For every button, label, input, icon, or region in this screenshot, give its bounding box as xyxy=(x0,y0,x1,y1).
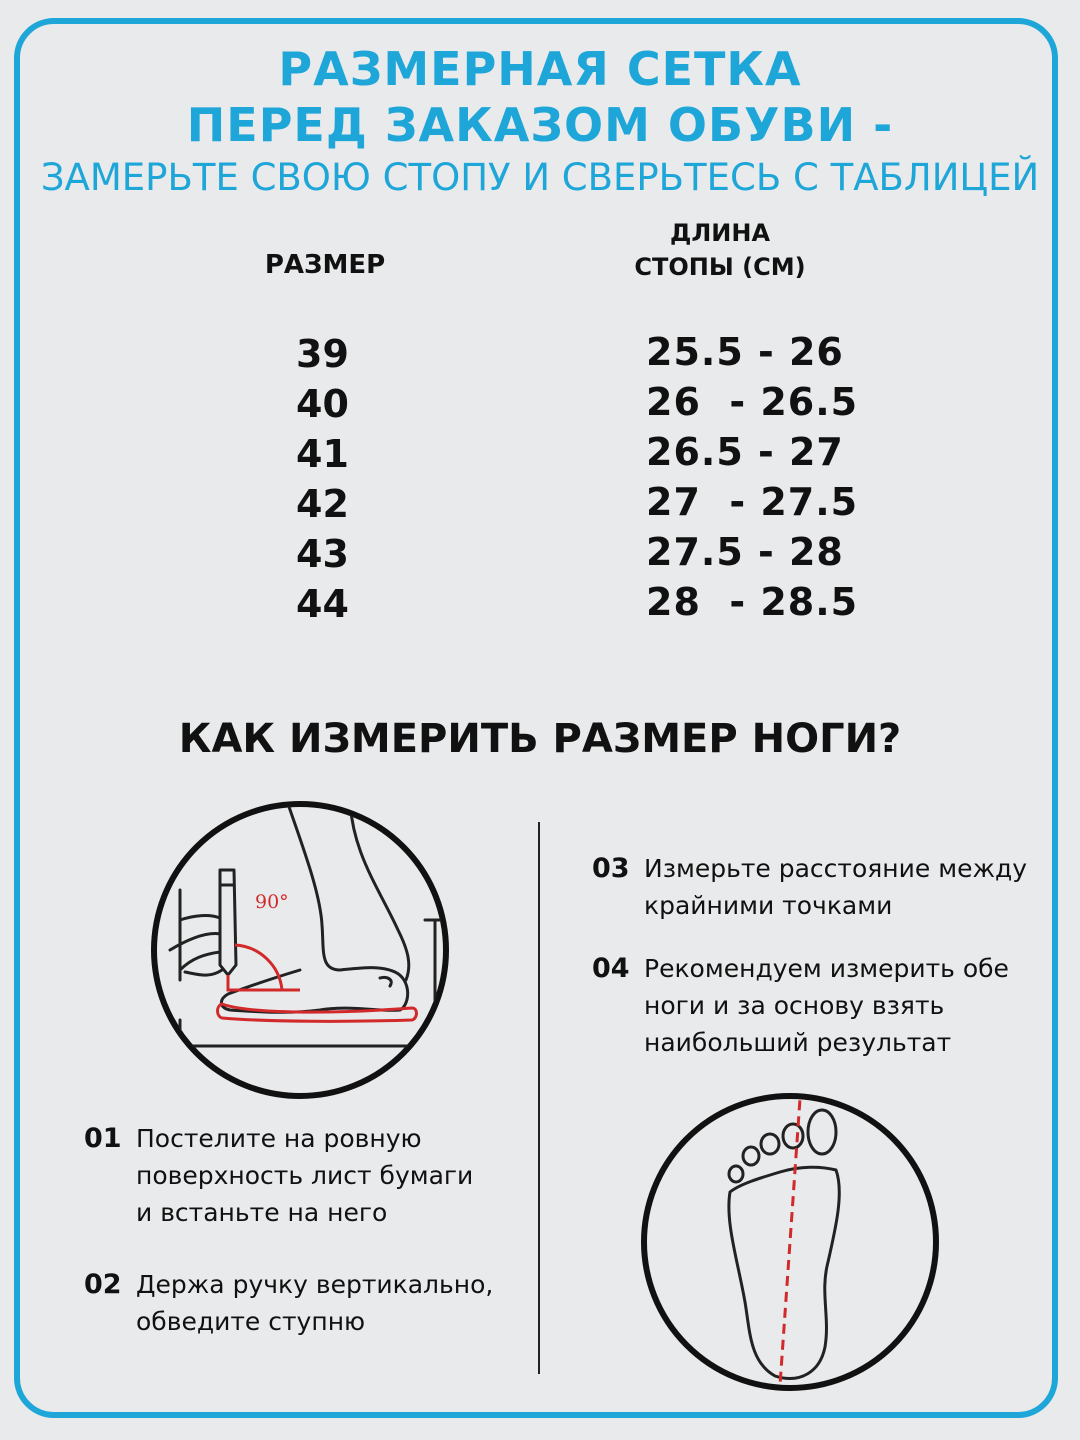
step-text: Держа ручку вертикально, обведите ступню xyxy=(136,1270,494,1336)
length-column-header xyxy=(620,216,820,284)
step-text: Рекомендуем измерить обе ноги и за основу взять наибольший результат xyxy=(644,954,1009,1057)
step-number: 03 xyxy=(592,853,630,884)
table-row xyxy=(0,382,1080,432)
footprint-measurement-icon xyxy=(640,1092,940,1392)
step-number: 04 xyxy=(592,953,630,984)
size-cell: 41 xyxy=(296,432,349,476)
angle-label: 90° xyxy=(255,891,289,913)
table-row xyxy=(0,582,1080,632)
size-column-header: РАЗМЕР xyxy=(264,250,386,280)
length-cell: 26.5 - 27 xyxy=(646,430,844,474)
table-row xyxy=(0,332,1080,382)
subtitle-measure-foot: ЗАМЕРЬТЕ СВОЮ СТОПУ И СВЕРЬТЕСЬ С ТАБЛИЦЕЙ xyxy=(40,156,1040,199)
size-cell: 42 xyxy=(296,482,349,526)
size-cell: 43 xyxy=(296,532,349,576)
length-cell: 27.5 - 28 xyxy=(646,530,844,574)
size-table xyxy=(0,332,1080,632)
length-cell: 26 - 26.5 xyxy=(646,380,859,424)
vertical-divider xyxy=(538,822,540,1374)
step-number: 01 xyxy=(84,1123,122,1154)
table-row xyxy=(0,532,1080,582)
step-number: 02 xyxy=(84,1269,122,1300)
length-cell: 27 - 27.5 xyxy=(646,480,859,524)
size-cell: 44 xyxy=(296,582,349,626)
table-row xyxy=(0,432,1080,482)
size-cell: 40 xyxy=(296,382,349,426)
how-to-measure-title: КАК ИЗМЕРИТЬ РАЗМЕР НОГИ? xyxy=(178,716,902,762)
length-cell: 28 - 28.5 xyxy=(646,580,859,624)
step-text: Измерьте расстояние между крайними точками xyxy=(644,854,1028,920)
length-header-line1: ДЛИНА xyxy=(669,219,771,247)
step-text: Постелите на ровную поверхность лист бумаги и встаньте на него xyxy=(136,1124,474,1227)
title-size-chart: РАЗМЕРНАЯ СЕТКА xyxy=(278,42,802,96)
table-row xyxy=(0,482,1080,532)
length-header-line2: СТОПЫ (СМ) xyxy=(634,253,806,281)
size-cell: 39 xyxy=(296,332,349,376)
title-before-order: ПЕРЕД ЗАКАЗОМ ОБУВИ - xyxy=(186,98,894,152)
length-cell: 25.5 - 26 xyxy=(646,330,844,374)
foot-tracing-illustration-icon xyxy=(150,800,450,1100)
